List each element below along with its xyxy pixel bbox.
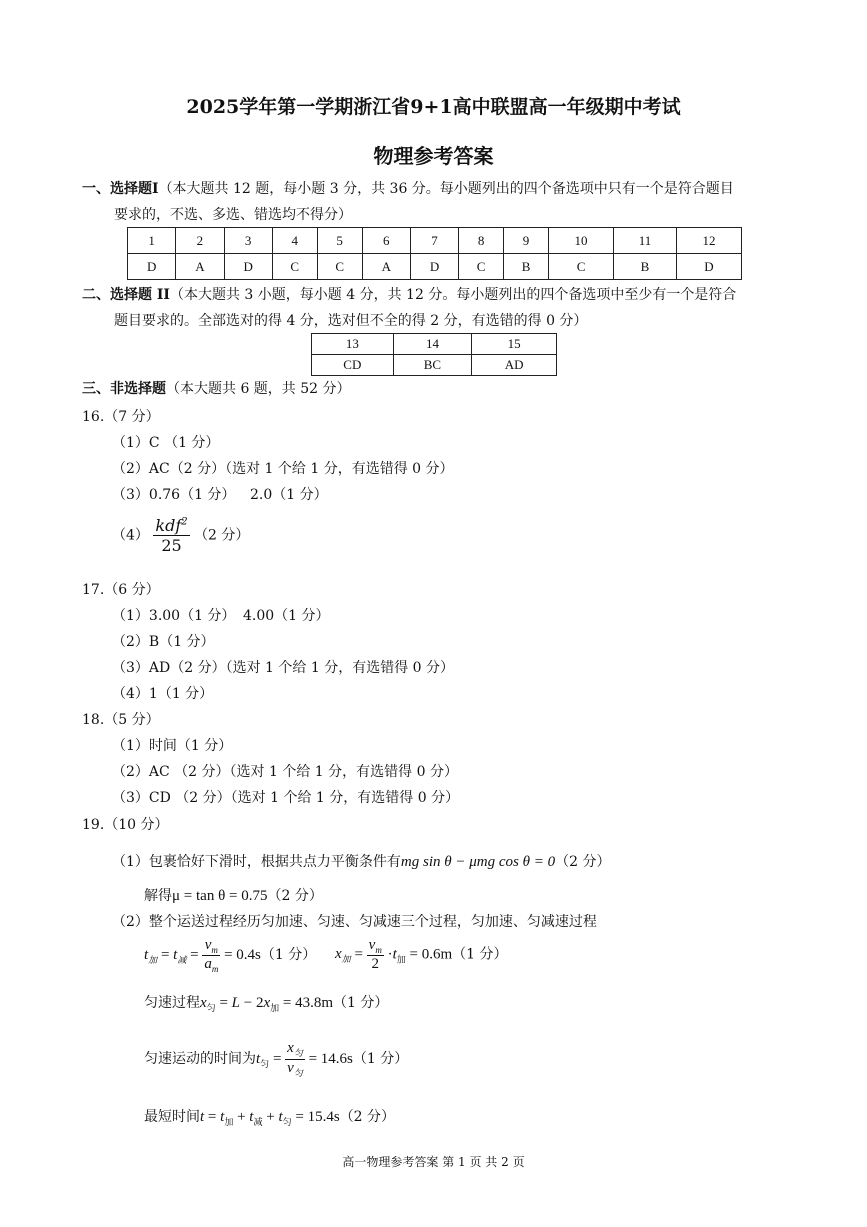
numerator-text: kdf [155, 516, 182, 535]
q17-answer-3: （3）AD（2 分）（选对 1 个给 1 分，有选错得 0 分） [112, 660, 455, 676]
vm-over-2-fraction [367, 937, 384, 973]
q17-heading: 17.（6 分） [82, 582, 160, 598]
table-cell: B [614, 254, 677, 280]
q19-shortest-time-formula: $t = t_加 + t_减 + t_匀 = 15.4s$ [200, 1109, 340, 1127]
table-cell: 4 [272, 228, 317, 254]
table-row-numbers [312, 334, 557, 355]
section1-desc-line2: 要求的，不选、多选、错选均不得分） [114, 207, 352, 223]
q19-uniform-time [144, 1040, 408, 1079]
q16-answer-2: （2）AC（2 分）（选对 1 个给 1 分，有选错得 0 分） [112, 461, 454, 477]
q19-answer-1b-prefix: 解得 [144, 888, 172, 904]
q16-heading: 16.（7 分） [82, 409, 160, 425]
table-cell: 13 [312, 334, 394, 355]
t-add-symbol: $t_加$ [144, 946, 158, 965]
q19-answer-1b [144, 885, 323, 905]
q19-uniform-distance [144, 992, 388, 1014]
q19-shortest-time [144, 1106, 395, 1128]
table-cell: 3 [224, 228, 272, 254]
q17-answer-2: （2）B（1 分） [112, 634, 215, 650]
vm-over-am-fraction [202, 937, 220, 974]
q16-answer-4 [112, 516, 249, 555]
table-cell: 8 [459, 228, 504, 254]
table-cell: D [128, 254, 176, 280]
table-cell: AD [472, 355, 557, 376]
q16-answer-3b: 2.0（1 分） [250, 487, 328, 503]
q18-answer-1: （1）时间（1 分） [112, 738, 233, 754]
table-cell: 5 [317, 228, 362, 254]
q16-answer-3a: （3）0.76（1 分） [112, 487, 236, 503]
table-cell: B [504, 254, 549, 280]
q18-answer-3: （3）CD （2 分）（选对 1 个给 1 分，有选错得 0 分） [112, 790, 460, 806]
section2-desc-line1: （本大题共 3 小题，每小题 4 分，共 12 分。每小题列出的四个备选项中至少有一个是符合 [169, 287, 737, 303]
q19-uniform-time-score: （1 分） [352, 1050, 409, 1067]
table-cell: 6 [362, 228, 410, 254]
table-cell: 7 [410, 228, 458, 254]
section3-desc: （本大题共 6 题，共 52 分） [166, 381, 351, 397]
table-cell: D [224, 254, 272, 280]
fraction-denominator: 2 [371, 956, 379, 972]
q19-uniform-time-formula: $t_匀$ = $\frac{x_匀}{v_匀}$ = 14.6s [256, 1040, 353, 1078]
page-title: 2025学年第一学期浙江省9+1高中联盟高一年级期中考试 [186, 96, 681, 118]
table-cell: C [549, 254, 614, 280]
q19-shortest-time-score: （2 分） [339, 1109, 396, 1125]
q19-time-score: （1 分） [260, 946, 317, 963]
q17-answer-4: （4）1（1 分） [112, 686, 214, 702]
table-cell: C [459, 254, 504, 280]
section1-desc-line1: （本大题共 12 题，每小题 3 分，共 36 分。每小题列出的四个备选项中只有一个是符合题目 [158, 181, 734, 197]
q16-answer-1: （1）C （1 分） [112, 435, 220, 451]
q19-mu-formula: μ = tan θ = 0.75 [172, 888, 268, 904]
q19-answer-1-score: （2 分） [555, 854, 611, 870]
q18-heading: 18.（5 分） [82, 712, 160, 728]
section3-heading [82, 376, 351, 402]
fraction-denominator: 25 [161, 536, 182, 555]
q19-distance-formula: $x_加$ = $\frac{v_m}{2}$ $\cdot t_加 = 0.6m(1$ 分） [335, 937, 508, 972]
q19-answer-1 [112, 851, 610, 871]
q19-answer-1-text: （1）包裹恰好下滑时，根据共点力平衡条件有 [112, 854, 401, 870]
q19-heading: 19.（10 分） [82, 817, 169, 833]
section3-label: 三、非选择题 [82, 381, 166, 397]
section1-label: 一、选择题I [82, 181, 159, 197]
table-cell: A [362, 254, 410, 280]
q19-time-formula: $t_加 = t_减$ = $\frac{v_m}{a_m}$ = 0.4s（1 分） [144, 937, 317, 974]
table-cell: 15 [472, 334, 557, 355]
page-subtitle: 物理参考答案 [373, 144, 494, 168]
table-cell: A [176, 254, 224, 280]
table-cell: 12 [676, 228, 741, 254]
x-over-v-fraction [285, 1040, 305, 1079]
section2-desc-line2: 题目要求的。全部选对的得 4 分，选对但不全的得 2 分，有选错的得 0 分） [114, 313, 588, 329]
table-cell: D [676, 254, 741, 280]
q19-uniform-distance-formula: $x_匀 = L - 2x_加 = 43.8m$ [200, 995, 334, 1013]
table-cell: D [410, 254, 458, 280]
q19-uniform-distance-score: （1 分） [333, 995, 389, 1011]
table-row-answers [312, 355, 557, 376]
q19-distance-score: （1 分） [452, 946, 508, 963]
section1-heading [82, 176, 734, 202]
q16-answer-4-prefix: （4） [112, 527, 149, 544]
table-cell: 9 [504, 228, 549, 254]
q17-answer-1b: 4.00（1 分） [243, 608, 330, 624]
fraction-numerator [153, 516, 189, 536]
page-footer: 高一物理参考答案 第 1 页 共 2 页 [342, 1155, 525, 1169]
table-cell: 1 [128, 228, 176, 254]
table-cell: BC [393, 355, 472, 376]
table-cell: 10 [549, 228, 614, 254]
table-cell: 11 [614, 228, 677, 254]
q19-answer-1b-score: （2 分） [267, 888, 323, 904]
q19-shortest-time-prefix: 最短时间 [144, 1109, 200, 1125]
table-row-answers [128, 254, 742, 280]
section2-heading [82, 282, 736, 308]
q16-fraction [153, 516, 189, 555]
fraction-numerator: $v_m$ [368, 937, 382, 955]
fraction-denominator: $v_匀$ [287, 1060, 303, 1078]
fraction-denominator: $a_m$ [204, 956, 219, 974]
q19-equilibrium-formula: mg sin θ − μmg cos θ = 0 [400, 854, 556, 870]
table-cell: CD [312, 355, 394, 376]
section2-label: 二、选择题 II [82, 287, 170, 303]
q17-answer-1a: （1）3.00（1 分） [112, 608, 236, 624]
fraction-numerator: $v_m$ [202, 937, 220, 956]
x-add-symbol: $x_加$ [335, 946, 351, 965]
table-cell: C [272, 254, 317, 280]
section1-answer-table [127, 227, 742, 280]
table-cell: 2 [176, 228, 224, 254]
table-cell: C [317, 254, 362, 280]
table-cell: 14 [393, 334, 472, 355]
q16-answer-4-score: （2 分） [194, 527, 250, 544]
q19-answer-2: （2）整个运送过程经历匀加速、匀速、匀减速三个过程，匀加速、匀减速过程 [112, 914, 597, 930]
fraction-numerator: $x_匀$ [287, 1040, 303, 1058]
q19-uniform-distance-prefix: 匀速过程 [144, 995, 200, 1011]
section2-answer-table [311, 333, 557, 376]
q19-uniform-time-prefix: 匀速运动的时间为 [144, 1050, 256, 1067]
t-dec-symbol: $t_减$ [173, 946, 187, 965]
q18-answer-2: （2）AC （2 分）（选对 1 个给 1 分，有选错得 0 分） [112, 764, 458, 780]
table-row-numbers [128, 228, 742, 254]
numerator-exponent: 2 [181, 516, 188, 528]
